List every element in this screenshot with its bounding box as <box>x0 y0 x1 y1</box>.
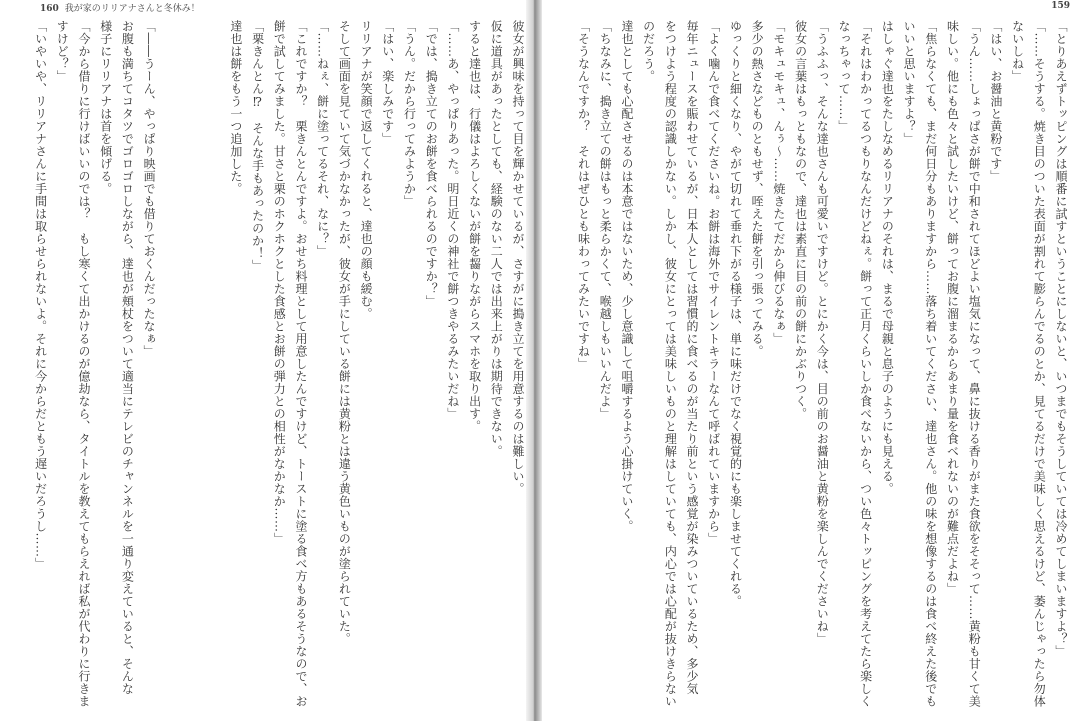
text-line: 多少の熱さなどものともせず、咥えた餅を引っ張ってみる。 <box>750 20 765 358</box>
text-line: 「焦らなくても、まだ何日分もありますから……落ち着いてください、達也さん。他の味を想像するのは食べ終えた後でも <box>923 20 938 708</box>
text-line: 「それはわかってるつもりなんだけどねぇ。餅って正月くらいしか食べないから、つい色々トッピングを考えてたら楽しく <box>858 20 873 708</box>
text-line: 仮に道具があったとしても、経験のない二人では出来上がりは期待できない。 <box>489 20 504 458</box>
text-line: リリアナが笑顔で返してくれると、達也の顔も緩む。 <box>359 20 374 320</box>
text-line: 餅で試してみました。甘さと栗のホクホクとした食感とお餅の弾力との相性がなかなか……」 <box>272 20 287 545</box>
text-line: 「とりあえずトッピングは順番に試すということにしないと、いつまでもそうしていては冷めてしまいますよ？」 <box>1054 20 1068 658</box>
text-line: 「では、搗き立てのお餅を食べられるのですか？」 <box>424 20 439 308</box>
text-line: 「いやいや、リリアナさんに手間は取らせられないよ。それに今からだともう遅いだろうし……」 <box>33 20 48 570</box>
book-gutter <box>526 0 542 721</box>
text-line: なっちゃって……」 <box>836 20 851 133</box>
text-line: ゆっくりと細くなり、やがて切れて垂れ下がる様子は、単に味だけでなく視覚的にも楽しませてくれる。 <box>728 20 743 608</box>
text-line: 彼女の言葉はもっともなので、達也は素直に目の前の餅にかぶりつく。 <box>793 20 808 420</box>
text-line: 「ちなみに、搗き立ての餅はもっと柔らかくて、喉越しもいいんだよ」 <box>598 20 613 420</box>
right-page-body <box>572 20 1071 712</box>
left-page-number: 160 <box>40 4 59 14</box>
text-line: 「今から借りに行けばいいのでは？ もし寒くて出かけるのが億劫なら、タイトルを教えてもらえれば私が代わりに行きま <box>76 20 91 708</box>
text-line: 「そうなんですか？ それはぜひとも味わってみたいですね」 <box>576 20 591 370</box>
text-line: をつけよう程度の認識しかない。しかし、彼女にとっては美味しいものと理解はしていても、内心では心配が抜けきらない <box>663 20 678 708</box>
text-line: 「栗きんとん⁉ そんな手もあったのか！」 <box>250 20 265 272</box>
text-line: はしゃぐ達也をたしなめるリリアナのそれは、まるで母親と息子のようにも見える。 <box>880 20 895 495</box>
text-line: すると達也は、行儀はよろしくないが餅を齧りながらスマホを取り出す。 <box>467 20 482 433</box>
text-line: 「……あ、やっぱりあった。明日近くの神社で餅つきやるみたいだね」 <box>445 20 460 420</box>
text-line: 「よく噛んで食べてくださいね。お餅は海外でサイレントキラーなんて呼ばれていますから」 <box>706 20 721 545</box>
left-page-header <box>40 1 200 14</box>
text-line: 「うん。だから行ってみようか」 <box>402 20 417 208</box>
left-page-body <box>29 20 528 712</box>
text-line: 「モキュモキュ、んぅ～……焼きたてだから伸びるなぁ」 <box>771 20 786 345</box>
running-title: 我が家のリリアナさんと冬休み！ <box>64 4 200 14</box>
text-line: 「うん……しょっぱさが餅で中和されてほどよい塩気になって、鼻に抜ける香りがまた食欲をそそって……黄粉も甘くて美 <box>967 20 982 708</box>
text-line: 様子にリリアナは首を傾げる。 <box>98 20 113 195</box>
text-line: そして画面を見ていて気づかなかったが、彼女が手にしている餅には黄粉とは違う黄色いものが塗られていた。 <box>337 20 352 645</box>
text-line: 達也としても心配させるのは本意ではないため、少し意識して咀嚼するよう心掛けていく。 <box>619 20 634 533</box>
text-line: お腹も満ちてコタツでゴロゴロしながら、達也が頬杖をついて適当にテレビのチャンネルを一通り変えていると、そんな <box>120 20 135 695</box>
text-line: 「これですか？ 栗きんとんですよ。おせち料理として用意したんですけど、トーストに塗る食べ方もあるそうなので、お <box>293 20 308 708</box>
scene-break <box>159 20 181 712</box>
text-line: 達也は餅をもう一つ追加した。 <box>228 20 243 195</box>
text-line: すけど？」 <box>55 20 70 83</box>
text-line: 毎年ニュースを賑わせているが、日本人としては習慣的に食べるのが当たり前という感覚が染みついているため、多少気 <box>685 20 700 695</box>
text-line: 「……ねぇ、餅に塗ってるそれ、なに？」 <box>315 20 330 258</box>
text-line: 「はい、楽しみです」 <box>380 20 395 145</box>
scene-break <box>202 20 224 712</box>
right-page-header <box>1051 1 1070 11</box>
scene-break <box>181 20 203 712</box>
right-page-number: 159 <box>1051 1 1070 11</box>
text-line: 「……そうする。焼き目のついた表面が割れて膨らんでるのとか、見てるだけで美味しく思えるけど、萎んじゃったら勿体 <box>1032 20 1047 708</box>
text-line: ないしね」 <box>1010 20 1025 83</box>
text-line: のだろう。 <box>641 20 656 83</box>
text-line: 「――うーん、やっぱり映画でも借りておくんだったなぁ」 <box>142 20 157 358</box>
text-line: 「はい、お醤油と黄粉です」 <box>988 20 1003 183</box>
text-line: 味しい。他にも色々と試したいけど、餅ってお腹に溜まるからあまり量を食べれないのが難点だよね」 <box>945 20 960 595</box>
text-line: いいと思いますよ？」 <box>902 20 917 145</box>
text-line: 彼女が興味を持って目を輝かせているが、さすがに搗き立てを用意するのは難しい。 <box>511 20 525 495</box>
text-line: 「うふふっ、そんな達也さんも可愛いですけど。とにかく今は、目の前のお醤油と黄粉を楽しんでくださいね」 <box>815 20 830 645</box>
